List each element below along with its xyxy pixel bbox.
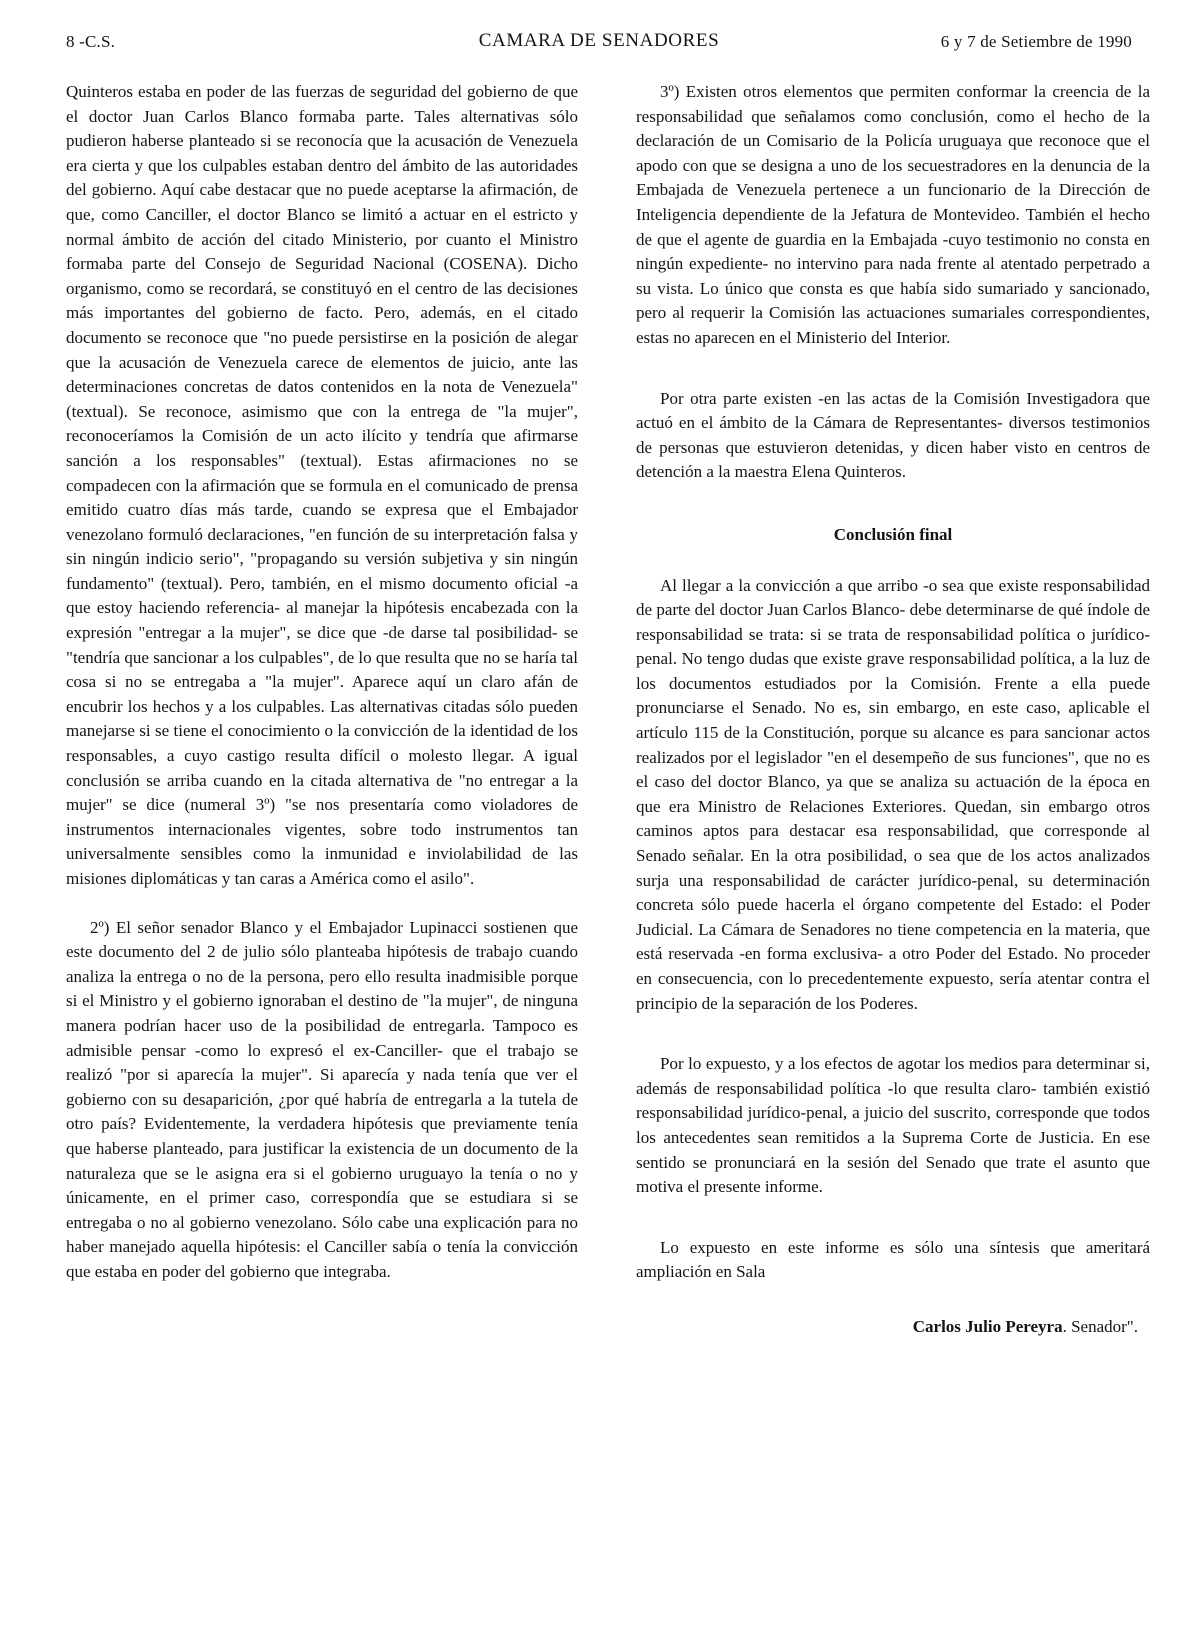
page-reference: 8 -C.S.	[66, 32, 116, 51]
paragraph-recommendation: Por lo expuesto, y a los efectos de agotar los medios para determinar si, además de responsabilidad política -lo que resulta claro- también existió responsabilidad jurídico-penal, a juicio del suscrito, corresponde que todos los antecedentes sean remitidos a la Suprema Corte de Justicia. En ese sentido se pronunciará en la sesión del Senado que trate el asunto que motiva el presente informe.	[636, 1054, 1150, 1197]
signature-name: Carlos Julio Pereyra	[912, 1316, 1063, 1336]
paragraph-point-2: 2º) El señor senador Blanco y el Embajador Lupinacci sostienen que este documento del 2 de julio sólo planteaba hipótesis de trabajo cuando analiza la entrega o no de la persona, pero ello resulta inadmisible porque si el Ministro y el gobierno ignoraban el destino de "la mujer", de ninguna manera podrían hacer uso de la posibilidad de entregarla. Tampoco es admisible pensar -como lo expresó el ex-Canciller- que el trabajo se realizó "por si aparecía la mujer". Si aparecía y nada tenía que ver el gobierno con su desaparición, ¿por qué habría de entregarla a la tutela de otro país? Evidentemente, la verdadera hipótesis que previamente tenía que haberse planteado, para justificar la existencia de un documento de la naturaleza que se le asigna era si el gobierno uruguayo la tenía o no y únicamente, en el primer caso, correspondía que se estudiara si se entregaba o no al gobierno venezolano. Sólo cabe una explicación para no haber manejado aquella hipótesis: el Canciller sabía o tenía la convicción que estaba en poder del gobierno que integraba.	[66, 917, 578, 1281]
signature	[636, 1315, 1150, 1340]
page-header	[66, 30, 1132, 56]
paragraph-point-3: 3º) Existen otros elementos que permiten conformar la creencia de la responsabilidad que señalamos como conclusión, como el hecho de la declaración de un Comisario de la Policía uruguaya que reconoce que el apodo con que se designa a uno de los secuestradores en la denuncia de la Embajada de Venezuela pertenece a un funcionario de la Dirección de Inteligencia dependiente de la Jefatura de Montevideo. También el hecho de que el agente de guardia en la Embajada -cuyo testimonio no consta en ningún expediente- no intervino para nada frente al atentado perpetrado a su vista. Lo único que consta es que había sido sumariado y sancionado, pero al requerir la Comisión las actuaciones sumariales correspondientes, estas no aparecen en el Ministerio del Interior.	[636, 82, 1150, 347]
paragraph-continued: Quinteros estaba en poder de las fuerzas de seguridad del gobierno de que el doctor Juan Carlos Blanco formaba parte. Tales alternativas sólo pudieron haberse planteado si se reconocía que la acusación de Venezuela era cierta y que los culpables estaban dentro del ámbito de las autoridades del gobierno. Aquí cabe destacar que no puede aceptarse la afirmación, de que, como Canciller, el doctor Blanco se limitó a actuar en el estricto y normal ámbito de acción del citado Ministerio, por cuanto el Ministro formaba parte del Consejo de Seguridad Nacional (COSENA). Dicho organismo, como se recordará, se constituyó en el centro de las decisiones más importantes del gobierno de facto. Pero, además, en el citado documento se reconoce que "no puede persistirse en la posición de alegar que la acusación de Venezuela carece de elementos de juicio, ante las determinaciones concretas de datos contenidos en la nota de Venezuela" (textual). Se reconoce, asimismo que con la entrega de "la mujer", reconoceríamos la Comisión de un acto ilícito y tendría que afirmarse sanción a los responsables" (textual). Estas afirmaciones no se compadecen con la afirmación que se formula en el comunicado de prensa emitido cuatro días más tarde, cuando se expresa que el Embajador venezolano formuló declaraciones, "en función de su interpretación falsa y sin ningún indicio serio", "propagando su versión subjetiva y sin ningún fundamento" (textual). Pero, también, en el mismo documento oficial -a que estoy haciendo referencia- al manejar la hipótesis encabezada con la expresión "entregar a la mujer", se dice que -de darse tal posibilidad- se "tendría que sancionar a los culpables", de lo que resulta que no se haría tal cosa si no se entregaba a "la mujer". Aparece aquí un claro afán de encubrir los hechos y a los culpables. Las alternativas citadas sólo pueden manejarse si se tiene el conocimiento o la convicción de la identidad de los responsables, a cuyo castigo resulta difícil o molesto llegar. A igual conclusión se arriba cuando en la citada alternativa de "no entregar a la mujer" se dice (numeral 3º) "se nos presentaría como violadores de instrumentos internacionales vigentes, sobre todo instrumentos tan universalmente sensibles como la inmunidad e inviolabilidad de las misiones diplomáticas y tan caras a América como el asilo".	[66, 82, 578, 888]
left-column	[66, 80, 578, 1285]
section-heading: Conclusión final	[833, 524, 953, 544]
session-date: 6 y 7 de Setiembre de 1990	[940, 32, 1132, 51]
paragraph-conclusion: Al llegar a la convicción a que arribo -o sea que existe responsabilidad de parte del doctor Juan Carlos Blanco- debe determinarse de qué índole de responsabilidad se trata: si se trata de responsabilidad política o jurídico-penal. No tengo dudas que existe grave responsabilidad política, a la luz de los documentos estudiados por la Comisión. Frente a ella puede pronunciarse el Senado. No es, sin embargo, en este caso, aplicable el artículo 115 de la Constitución, porque su alcance es para sancionar actos realizados por el legislador "en el desempeño de sus funciones", que no es el caso del doctor Blanco, ya que se analiza su actuación de la época en que era Ministro de Relaciones Exteriores. Quedan, sin embargo otros caminos aptos para destacar esa responsabilidad, que corresponde al Senado señalar. En la otra posibilidad, o sea que de los actos analizados surja una responsabilidad de carácter jurídico-penal, su determinación concreta sólo puede hacerla el órgano competente del Estado: el Poder Judicial. La Cámara de Senadores no tiene competencia en la materia, que está reservada -en forma exclusiva- a otro Poder del Estado. No proceder en consecuencia, con lo precedentemente expuesto, sería atentar contra el principio de la separación de los Poderes.	[636, 575, 1150, 1013]
chamber-title: CAMARA DE SENADORES	[478, 30, 720, 51]
paragraph-testimonies: Por otra parte existen -en las actas de la Comisión Investigadora que actuó en el ámbito de la Cámara de Representantes- diversos testimonios de personas que estuvieron detenidas, y dicen haber visto en centros de detención a la maestra Elena Quinteros.	[636, 388, 1150, 482]
paragraph-closing-note: Lo expuesto en este informe es sólo una síntesis que ameritará ampliación en Sala	[636, 1237, 1150, 1282]
signature-role: . Senador".	[1062, 1316, 1138, 1336]
right-column	[636, 80, 1150, 1340]
